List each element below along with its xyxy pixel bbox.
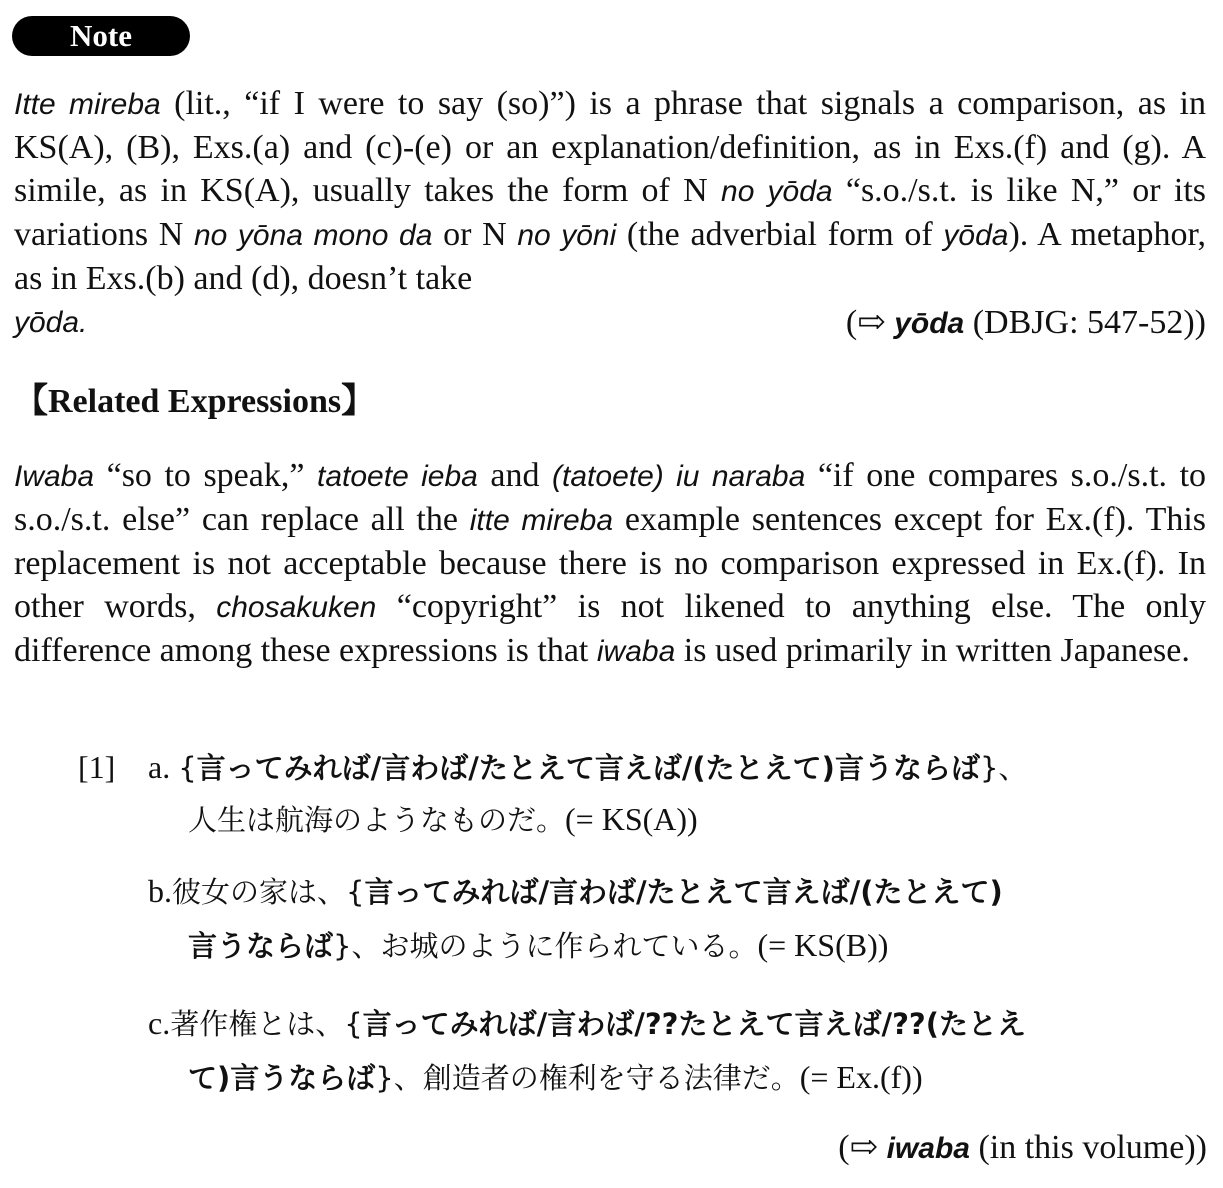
- footer-cross-reference[interactable]: [838, 1126, 1207, 1170]
- example-number: [1]: [78, 749, 116, 785]
- note-cross-reference[interactable]: [14, 301, 1206, 345]
- term-iwaba-2: iwaba: [596, 635, 676, 668]
- example-b-alternatives: 言ってみれば/言わば/たとえて言えば/(たとえて): [364, 875, 1003, 909]
- note-text: “s.o./s.t. is like N,” or its variations N: [14, 172, 1206, 253]
- ref-term: yōda: [894, 307, 965, 340]
- term-itte-mireba: Itte mireba: [14, 88, 161, 121]
- term-yoda-end: yōda.: [14, 306, 88, 339]
- related-text: “so to speak,”: [94, 457, 318, 494]
- example-a-sentence: 人生は航海のようなものだ。: [188, 803, 566, 837]
- related-text: “copyright” is not likened to anything else. The only difference among these expressions is that: [14, 588, 1207, 669]
- example-c-sentence-start: 著作権とは、{: [170, 1007, 363, 1041]
- note-text: (lit., “if I were to say (so)”) is a phrase that signals a comparison, as in KS(A), (B), Exs.(a) and (c)-(e) or an explanation/definition, as in Exs.(f) and (g). A simile, as in KS(A), usually takes the form of N: [14, 85, 1206, 209]
- example-a-ref: (= KS(A)): [565, 801, 698, 837]
- note-text: (the adverbial form of: [616, 216, 944, 253]
- example-b-line1: [148, 866, 1003, 917]
- term-no-yoda: no yōda: [721, 175, 833, 208]
- term-tatoete-ieba: tatoete ieba: [317, 460, 478, 493]
- related-text: example sentences except for Ex.(f). This replacement is not acceptable because there is no comparison expressed in Ex.(f). In other words,: [14, 501, 1207, 625]
- term-no-yona-mono-da: no yōna mono da: [194, 219, 433, 252]
- related-text: “if one compares s.o./s.t. to s.o./s.t. else” can replace all the: [14, 457, 1207, 538]
- brace-open: {: [178, 751, 197, 785]
- ref-source: (DBJG: 547-52)): [964, 304, 1206, 341]
- example-b-alternatives-cont: 言うならば: [188, 929, 334, 963]
- example-b-sentence-start: 彼女の家は、{: [172, 875, 365, 909]
- example-c-line1: [148, 998, 1026, 1049]
- example-a-label: a.: [148, 749, 171, 785]
- example-a-line2: [188, 794, 698, 845]
- note-text: ). A metaphor, as in Exs.(b) and (d), doesn’t take: [14, 216, 1206, 297]
- related-text: and: [477, 457, 553, 494]
- term-no-yoni: no yōni: [517, 219, 617, 252]
- example-b-label: b.: [148, 873, 172, 909]
- note-badge: Note: [12, 16, 190, 56]
- example-b-ref: (= KS(B)): [757, 927, 889, 963]
- example-c-label: c.: [148, 1005, 171, 1041]
- term-iwaba: Iwaba: [14, 460, 95, 493]
- related-expressions-heading: 【Related Expressions】: [14, 383, 376, 420]
- ref-source: (in this volume)): [969, 1129, 1207, 1166]
- example-c-sentence-end: }、創造者の権利を守る法律だ。: [375, 1061, 800, 1095]
- term-chosakuken: chosakuken: [216, 591, 377, 624]
- term-tatoete-iu-naraba: (tatoete) iu naraba: [552, 460, 806, 493]
- example-c-alternatives: 言ってみれば/言わば/??たとえて言えば/??(たとえ: [362, 1007, 1026, 1041]
- ref-term: iwaba: [886, 1132, 970, 1165]
- ref-arrow: (⇨: [845, 304, 895, 341]
- term-itte-mireba: itte mireba: [469, 504, 614, 537]
- example-a-line1: [148, 742, 1027, 793]
- note-paragraph: [14, 82, 1206, 345]
- example-c-alternatives-cont: て)言うならば: [188, 1061, 376, 1095]
- note-text: or N: [432, 216, 518, 253]
- example-b-line2: [188, 920, 888, 971]
- ref-arrow: (⇨: [838, 1129, 887, 1166]
- example-c-ref: (= Ex.(f)): [799, 1059, 923, 1095]
- example-c-line2: [188, 1052, 923, 1103]
- related-paragraph: [14, 454, 1206, 673]
- related-text: is used primarily in written Japanese.: [675, 632, 1190, 669]
- brace-close: }、: [979, 751, 1028, 785]
- example-a-alternatives: 言ってみれば/言わば/たとえて言えば/(たとえて)言うならば: [196, 751, 980, 785]
- term-yoda: yōda: [943, 219, 1009, 252]
- example-b-sentence-end: }、お城のように作られている。: [333, 929, 758, 963]
